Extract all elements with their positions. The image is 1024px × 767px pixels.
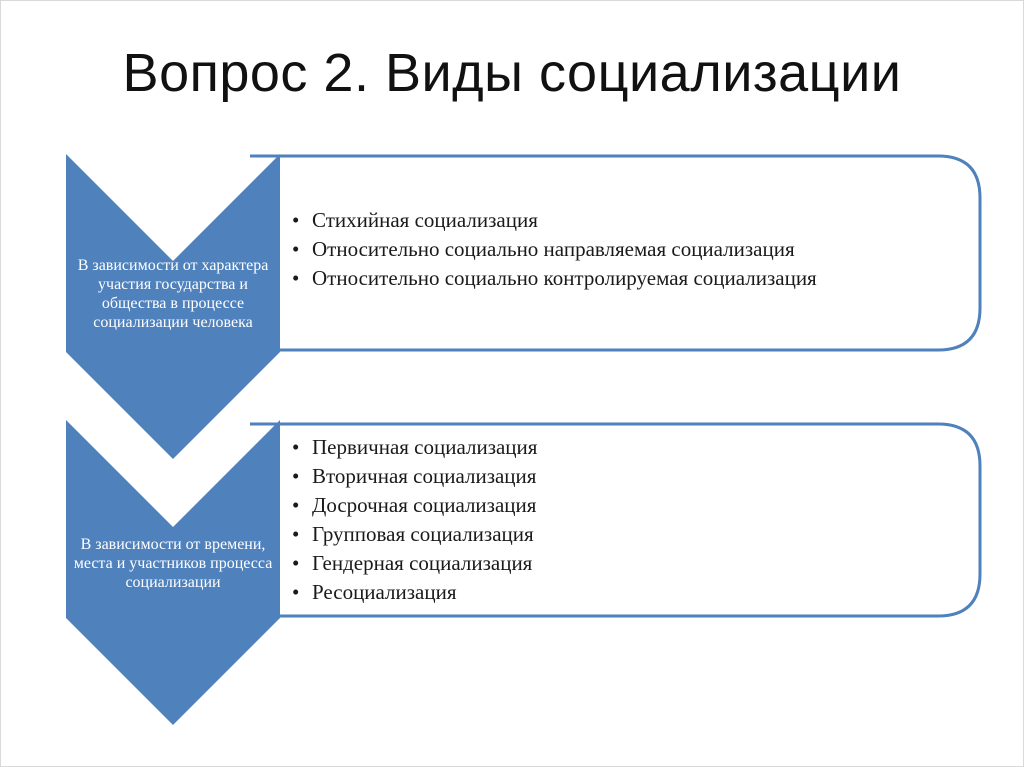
list-item: • Относительно социально направляемая социализация (290, 235, 817, 264)
list-item: • Гендерная социализация (290, 549, 537, 578)
list-item: • Досрочная социализация (290, 491, 537, 520)
group-1-list (290, 206, 817, 293)
list-item: • Относительно социально контролируемая социализация (290, 264, 817, 293)
list-item: • Групповая социализация (290, 520, 537, 549)
list-item: • Стихийная социализация (290, 206, 817, 235)
group-2-list (290, 433, 537, 607)
slide-title: Вопрос 2. Виды социализации (122, 43, 902, 103)
list-item: • Ресоциализация (290, 578, 537, 607)
list-item: • Первичная социализация (290, 433, 537, 462)
group-1-criterion: В зависимости от характера участия государства и общества в процессе социализации человека (77, 257, 269, 331)
group-2-criterion: В зависимости от времени, места и участников процесса социализации (73, 536, 273, 591)
list-item: • Вторичная социализация (290, 462, 537, 491)
